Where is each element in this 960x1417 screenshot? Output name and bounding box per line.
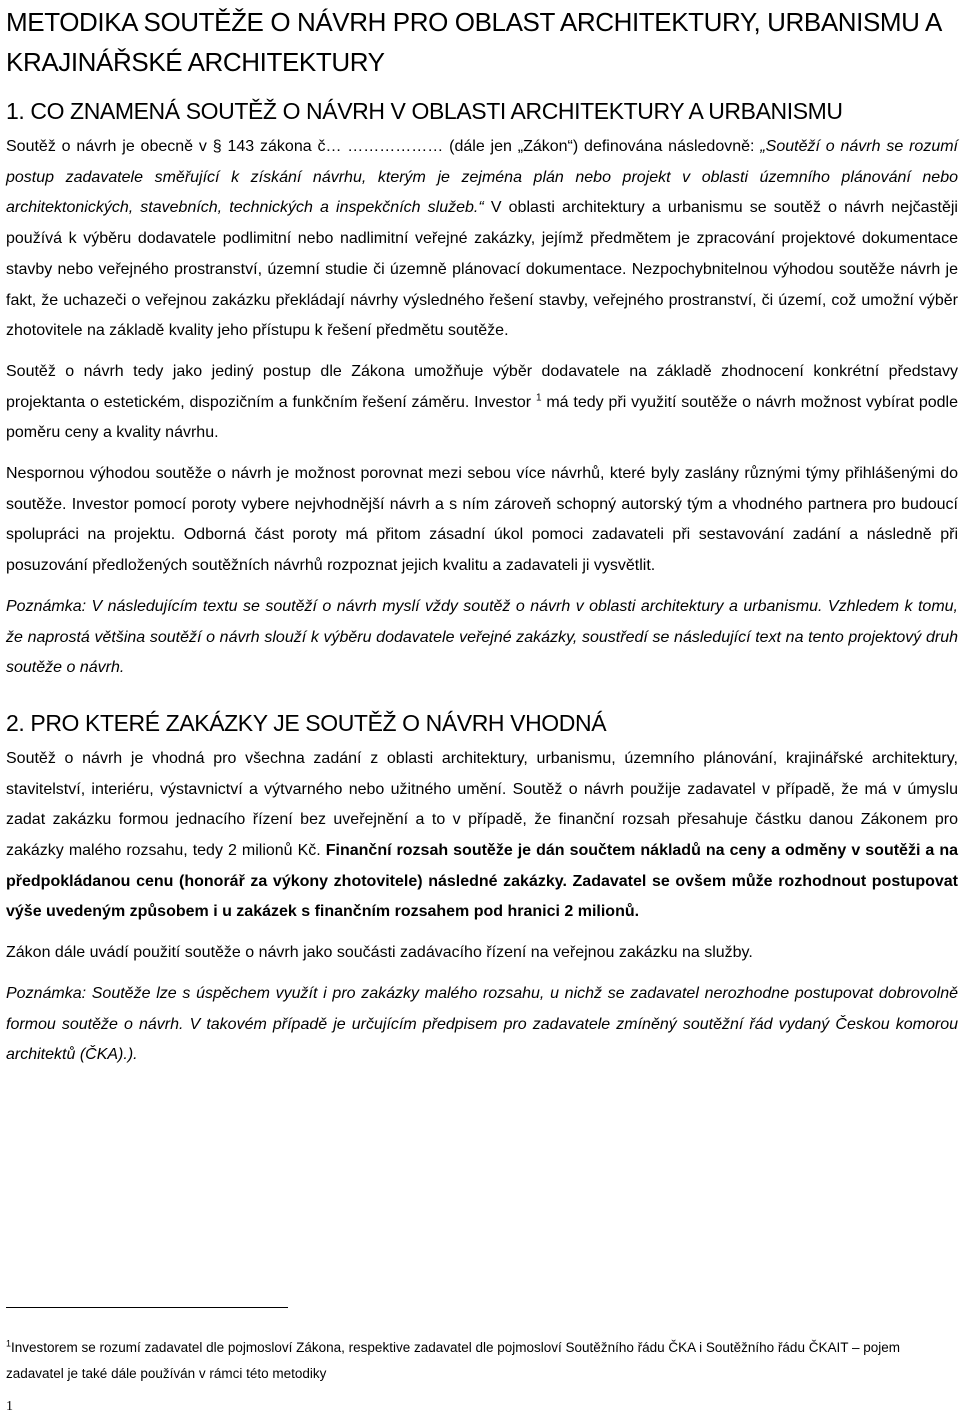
- footnote: [6, 1335, 958, 1387]
- footnote-separator: [6, 1307, 288, 1308]
- document-page: [6, 0, 959, 1414]
- footnote-reference[interactable]: 1: [535, 392, 542, 404]
- footnote-text: Investorem se rozumí zadavatel dle pojmosloví Zákona, respektive zadavatel dle pojmosloví Soutěžního řádu ČKA i Soutěžního řádu ČKAIT – pojem zadavatel je také dále používán v rámci této metodiky: [6, 1340, 900, 1381]
- section-1-paragraph-3: Nespornou výhodou soutěže o návrh je možnost porovnat mezi sebou více návrhů, které byly zaslány různými týmy přihlášenými do soutěže. Investor pomocí poroty vybere nejvhodnější návrh a s ním zároveň schopný autorský tým a vhodného partnera pro budoucí spolupráci na projektu. Odborná část poroty má přitom zásadní úkol pomoci zadavateli při sestavování zadání a následně při posuzování předložených soutěžních návrhů rozpoznat jejich kvalitu a zadavateli ji vysvětlit.: [6, 465, 958, 575]
- section-2-paragraph-2: Zákon dále uvádí použití soutěže o návrh jako součásti zadávacího řízení na veřejnou zakázku na služby.: [6, 944, 753, 962]
- section-1-paragraph-2: [6, 357, 958, 449]
- footnote-marker: 1: [6, 1338, 12, 1349]
- section-2-note: Poznámka: Soutěže lze s úspěchem využít i pro zakázky malého rozsahu, u nichž se zadavatel nerozhodne postupovat dobrovolně formou soutěže o návrh. V takovém případě je určujícím předpisem pro zadavatele zmíněný soutěžní řád vydaný Českou komorou architektů (ČKA).).: [6, 984, 958, 1064]
- section-2-heading: 2. PRO KTERÉ ZAKÁZKY JE SOUTĚŽ O NÁVRH VHODNÁ: [6, 709, 607, 736]
- paragraph-body: Soutěž o návrh tedy jako jediný postup dle Zákona umožňuje výběr dodavatele na základě zhodnocení konkrétní představy projektanta o estetickém, dispozičním a funkčním řešení záměru. Investor: [6, 362, 958, 411]
- paragraph-body-continued: má tedy při využití soutěže o návrh možnost vybírat podle poměru ceny a kvality návrhu.: [6, 393, 959, 442]
- section-2-paragraph-1: [6, 744, 958, 928]
- paragraph-body: Soutěž o návrh je vhodná pro všechna zadání z oblasti architektury, urbanismu, územního plánování, krajinářské architektury, stavitelství, interiéru, výstavnictví a výtvarného nebo užitného umění. Soutěž o návrh použije zadavatel v případě, že má v úmyslu zadat zakázku formou jednacího řízení bez uveřejnění a to v případě, že finanční rozsah přesahuje částku danou Zákonem pro zakázky malého rozsahu, tedy 2 milionů Kč.: [6, 749, 958, 860]
- law-quote: „Soutěží o návrh se rozumí postup zadavatele směřující k získání návrhu, kterým je zejména plán nebo projekt v oblasti územního plánování nebo architektonických, stavebních, technických a inspekčních služeb.“: [6, 138, 959, 217]
- page-number: 1: [6, 1399, 13, 1414]
- bold-statement: Finanční rozsah soutěže je dán součtem nákladů na ceny a odměny v soutěži a na předpokládanou cenu (honorář za výkony zhotovitele) následné zakázky. Zadavatel se ovšem může rozhodnout postupovat výše uvedeným způsobem i u zakázek s finančním rozsahem pod hranici 2 milionů.: [6, 842, 959, 921]
- paragraph-intro: Soutěž o návrh je obecně v § 143 zákona č… ……………… (dále jen „Zákon“) definována následovně:: [6, 138, 761, 155]
- section-1-note: Poznámka: V následujícím textu se soutěží o návrh myslí vždy soutěž o návrh v oblasti architektury a urbanismu. Vzhledem k tomu, že naprostá většina soutěží o návrh slouží k výběru dodavatele veřejné zakázky, soustředí se následující text na tento projektový druh soutěže o návrh.: [6, 597, 958, 677]
- paragraph-body: V oblasti architektury a urbanismu se soutěž o návrh nejčastěji používá k výběru dodavatele podlimitní nebo nadlimitní veřejné zakázky, jejímž předmětem je zpracování projektové dokumentace stavby nebo veřejného prostranství, územní studie či územně plánovací dokumentace. Nezpochybnitelnou výhodou soutěže návrh je fakt, že uchazeči o veřejnou zakázku překládají návrhy výsledného řešení stavby, veřejného prostranství, či území, což umožní výběr zhotovitele na základě kvality jeho přístupu k řešení předmětu soutěže.: [6, 199, 958, 340]
- section-1-paragraph-1: [6, 132, 958, 347]
- document-title: METODIKA SOUTĚŽE O NÁVRH PRO OBLAST ARCHITEKTURY, URBANISMU A KRAJINÁŘSKÉ ARCHITEKTURY: [6, 7, 941, 77]
- section-1-heading: 1. CO ZNAMENÁ SOUTĚŽ O NÁVRH V OBLASTI ARCHITEKTURY A URBANISMU: [6, 98, 843, 124]
